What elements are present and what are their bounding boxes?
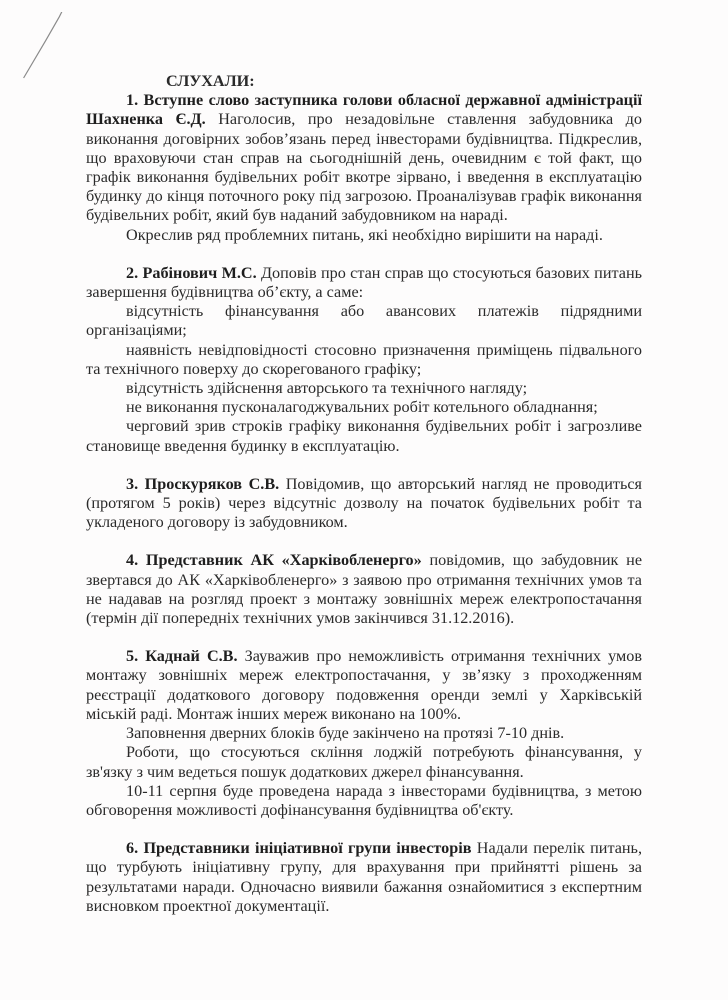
item-body: Наголосив, про незадовільне ставлення забудовника до виконання договірних зобов’язань перед інвесторами будівництва. Підкреслив, що враховуючи стан справ на сьогоднішній день, очевидним є той факт, що графік виконання будівельних робіт вкотре зірвано, і введення в експлуатацію будинку до кінця поточного року під загрозою. Проаналізував графік виконання будівельних робіт, який був наданий забудовником на нараді.	[86, 110, 643, 225]
item-extra: черговий зрив строків графіку виконання будівельних робіт і загрозливе становище введення будинку в експлуатацію.	[86, 417, 642, 455]
item-4	[86, 551, 642, 628]
item-3	[86, 475, 642, 533]
item-body: Доповів про стан справ що стосуються базових питань завершення будівництва об’єкту, а саме:	[86, 263, 642, 302]
item-title: 4. Представник АК «Харківобленерго»	[126, 551, 422, 570]
item-extra: Окреслив ряд проблемних питань, які необхідно вирішити на нараді.	[126, 225, 603, 244]
item-body: Зауважив про неможливість отримання технічних умов монтажу зовнішніх мереж електропостачання, у зв’язку з проходженням реєстрації додаткового договору подовження оренди землі у Харківській міській раді. Монтаж інших мереж виконано на 100%.	[86, 647, 642, 723]
item-6	[86, 839, 642, 916]
document-body	[86, 72, 642, 916]
item-1	[86, 91, 642, 245]
item-extra: Заповнення дверних блоків буде закінчено на протязі 7-10 днів.	[126, 724, 565, 743]
item-title: 1. Вступне слово заступника голови обласної державної адміністрації Шахненка Є.Д.	[86, 91, 642, 129]
item-body: Повідомив, що авторський нагляд не проводиться (протягом 5 років) через відсутніс дозволу на початок будівельних робіт та укладеного договору із забудовником.	[86, 474, 642, 532]
pen-slash-mark	[14, 12, 74, 82]
item-title: 6. Представники ініціативної групи інвесторів	[126, 839, 472, 858]
item-2	[86, 264, 642, 456]
item-extra: не виконання пусконалагоджувальних робіт котельного обладнання;	[126, 398, 598, 417]
item-extra: Роботи, що стосуються скління лоджій потребують фінансування, у зв'язку з чим ведеться пошук додаткових джерел фінансування.	[86, 743, 642, 781]
item-extra: відсутність фінансування або авансових платежів підрядними організаціями;	[86, 302, 642, 340]
section-heading: СЛУХАЛИ:	[166, 72, 255, 90]
item-body: повідомив, що забудовник не звертався до АК «Харківобленерго» з заявою про отримання технічних умов та не надавав на розгляд проект з монтажу зовнішніх мереж електропостачання (термін дії попередніх технічних умов закінчився 31.12.2016).	[86, 551, 643, 628]
item-title: 5. Каднай С.В.	[126, 647, 238, 666]
item-body: Надали перелік питань, що турбують ініціативну групу, для врахування при прийнятті рішень за результатами наради. Одночасно виявили бажання ознайомитися з експертним висновком проектної документації.	[86, 839, 642, 915]
item-title: 3. Проскуряков С.В.	[126, 474, 280, 493]
item-extra: наявність невідповідності стосовно призначення приміщень підвального та технічного поверху до скорегованого графіку;	[86, 340, 642, 378]
item-extra: 10-11 серпня буде проведена нарада з інвесторами будівництва, з метою обговорення можливості дофінансування будівництва об'єкту.	[86, 781, 642, 819]
item-5	[86, 647, 642, 820]
item-title: 2. Рабінович М.С.	[126, 263, 257, 282]
item-extra: відсутність здійснення авторського та технічного нагляду;	[126, 379, 528, 398]
